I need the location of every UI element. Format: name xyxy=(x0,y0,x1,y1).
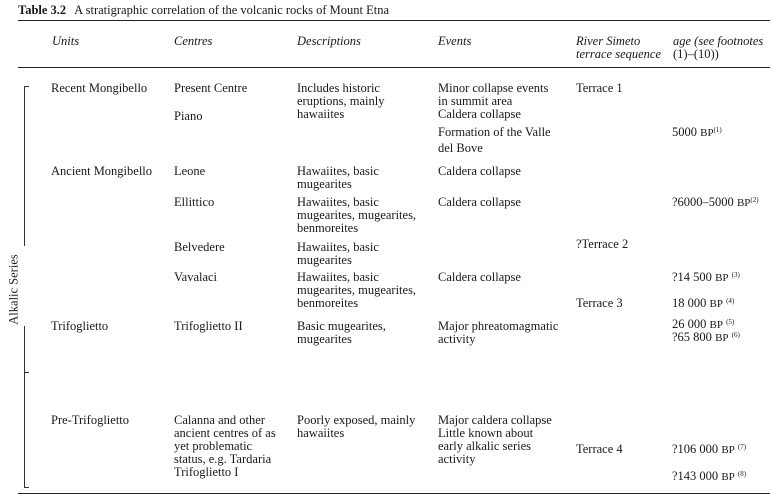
event-present-line: in summit area xyxy=(438,94,513,108)
desc-belvedere-line: mugearites xyxy=(297,253,352,267)
desc-present-line: hawaiites xyxy=(297,107,345,121)
centre-present: Present Centre xyxy=(174,81,248,95)
brace-tick xyxy=(24,372,29,373)
age-value: ?143 000 BP $^{(8)}$ xyxy=(672,469,747,483)
desc-vavalaci-line: mugearites, mugearites, xyxy=(297,283,417,297)
event-present-line: Caldera collapse xyxy=(438,107,521,121)
centre-calanna-line: ancient centres of as xyxy=(174,426,276,440)
brace-lower xyxy=(24,372,25,487)
age-value: ?14 500 BP $^{(3)}$ xyxy=(672,270,740,284)
header-river-line1: River Simeto xyxy=(576,34,641,48)
desc-calanna-line: Poorly exposed, mainly xyxy=(297,413,416,427)
unit-pre-trifoglietto: Pre-Trifoglietto xyxy=(51,413,130,427)
age-value: 5000 BP$^{(1)}$ xyxy=(672,125,722,139)
desc-ellittico-line: benmoreites xyxy=(297,221,359,235)
centre-piano: Piano xyxy=(174,109,203,123)
desc-ellittico-line: mugearites, mugearites, xyxy=(297,208,417,222)
header-age-line2: (1)–(10)) xyxy=(673,47,719,61)
brace-upper xyxy=(24,86,25,246)
event-ellittico: Caldera collapse xyxy=(438,195,521,209)
desc-vavalaci-line: benmoreites xyxy=(297,296,359,310)
desc-vavalaci-line: Hawaiites, basic xyxy=(297,270,379,284)
event-leone: Caldera collapse xyxy=(438,164,521,178)
age-value: 26 000 BP $^{(5)}$ xyxy=(672,317,735,331)
desc-trif2-line: Basic mugearites, xyxy=(297,319,386,333)
age-value: ?6000–5000 BP$^{(2)}$ xyxy=(672,195,759,209)
centre-trifoglietto-ii: Trifoglietto II xyxy=(174,319,243,333)
terrace-4: Terrace 4 xyxy=(576,442,623,456)
desc-trif2-line: mugearites xyxy=(297,332,352,346)
table-caption: A stratigraphic correlation of the volcanic rocks of Mount Etna xyxy=(74,3,390,17)
brace-middle xyxy=(24,326,25,372)
centre-calanna-line: Trifoglietto I xyxy=(174,465,239,479)
centre-calanna-line: Calanna and other xyxy=(174,413,265,427)
desc-leone-line: Hawaiites, basic xyxy=(297,164,379,178)
event-pre-line: Major caldera collapse xyxy=(438,413,552,427)
event-present-line: Minor collapse events xyxy=(438,81,549,95)
age-value: 18 000 BP $^{(4)}$ xyxy=(672,296,735,310)
centre-belvedere: Belvedere xyxy=(174,240,225,254)
unit-recent-mongibello: Recent Mongibello xyxy=(51,81,148,95)
header-river-line2: terrace sequence xyxy=(576,47,662,61)
header-events: Events xyxy=(438,34,472,48)
desc-present-line: eruptions, mainly xyxy=(297,94,385,108)
centre-calanna-line: yet problematic xyxy=(174,439,253,453)
terrace-1: Terrace 1 xyxy=(576,81,623,95)
event-trif2-line: Major phreatomagmatic xyxy=(438,319,559,333)
table-number: Table 3.2 xyxy=(18,3,67,17)
top-rule xyxy=(18,20,770,21)
alkalic-series-label: Alkalic Series xyxy=(6,254,21,325)
bottom-rule xyxy=(18,493,770,494)
unit-trifoglietto: Trifoglietto xyxy=(51,319,109,333)
centre-ellittico: Ellittico xyxy=(174,195,215,209)
event-valle-line: del Bove xyxy=(438,141,483,155)
unit-ancient-mongibello: Ancient Mongibello xyxy=(51,164,153,178)
desc-present-line: Includes historic xyxy=(297,81,380,95)
desc-ellittico-line: Hawaiites, basic xyxy=(297,195,379,209)
header-rule xyxy=(18,67,770,68)
brace-tick xyxy=(24,487,29,488)
event-valle-line: Formation of the Valle xyxy=(438,125,551,139)
centre-leone: Leone xyxy=(174,164,206,178)
terrace-3: Terrace 3 xyxy=(576,296,623,310)
centre-vavalaci: Vavalaci xyxy=(174,270,218,284)
centre-calanna-line: status, e.g. Tardaria xyxy=(174,452,272,466)
header-centres: Centres xyxy=(174,34,213,48)
brace-tick xyxy=(24,86,29,87)
event-pre-line: Little known about xyxy=(438,426,534,440)
event-pre-line: activity xyxy=(438,452,476,466)
event-pre-line: early alkalic series xyxy=(438,439,532,453)
desc-belvedere-line: Hawaiites, basic xyxy=(297,240,379,254)
header-age-line1: age (see footnotes xyxy=(673,34,764,48)
terrace-2: ?Terrace 2 xyxy=(576,237,629,251)
header-descriptions: Descriptions xyxy=(297,34,361,48)
table-title xyxy=(18,3,389,18)
age-value: ?65 800 BP $^{(6)}$ xyxy=(672,330,740,344)
desc-leone-line: mugearites xyxy=(297,177,352,191)
event-trif2-line: activity xyxy=(438,332,476,346)
age-value: ?106 000 BP $^{(7)}$ xyxy=(672,442,747,456)
desc-calanna-line: hawaiites xyxy=(297,426,345,440)
header-units: Units xyxy=(52,34,80,48)
event-vavalaci: Caldera collapse xyxy=(438,270,521,284)
